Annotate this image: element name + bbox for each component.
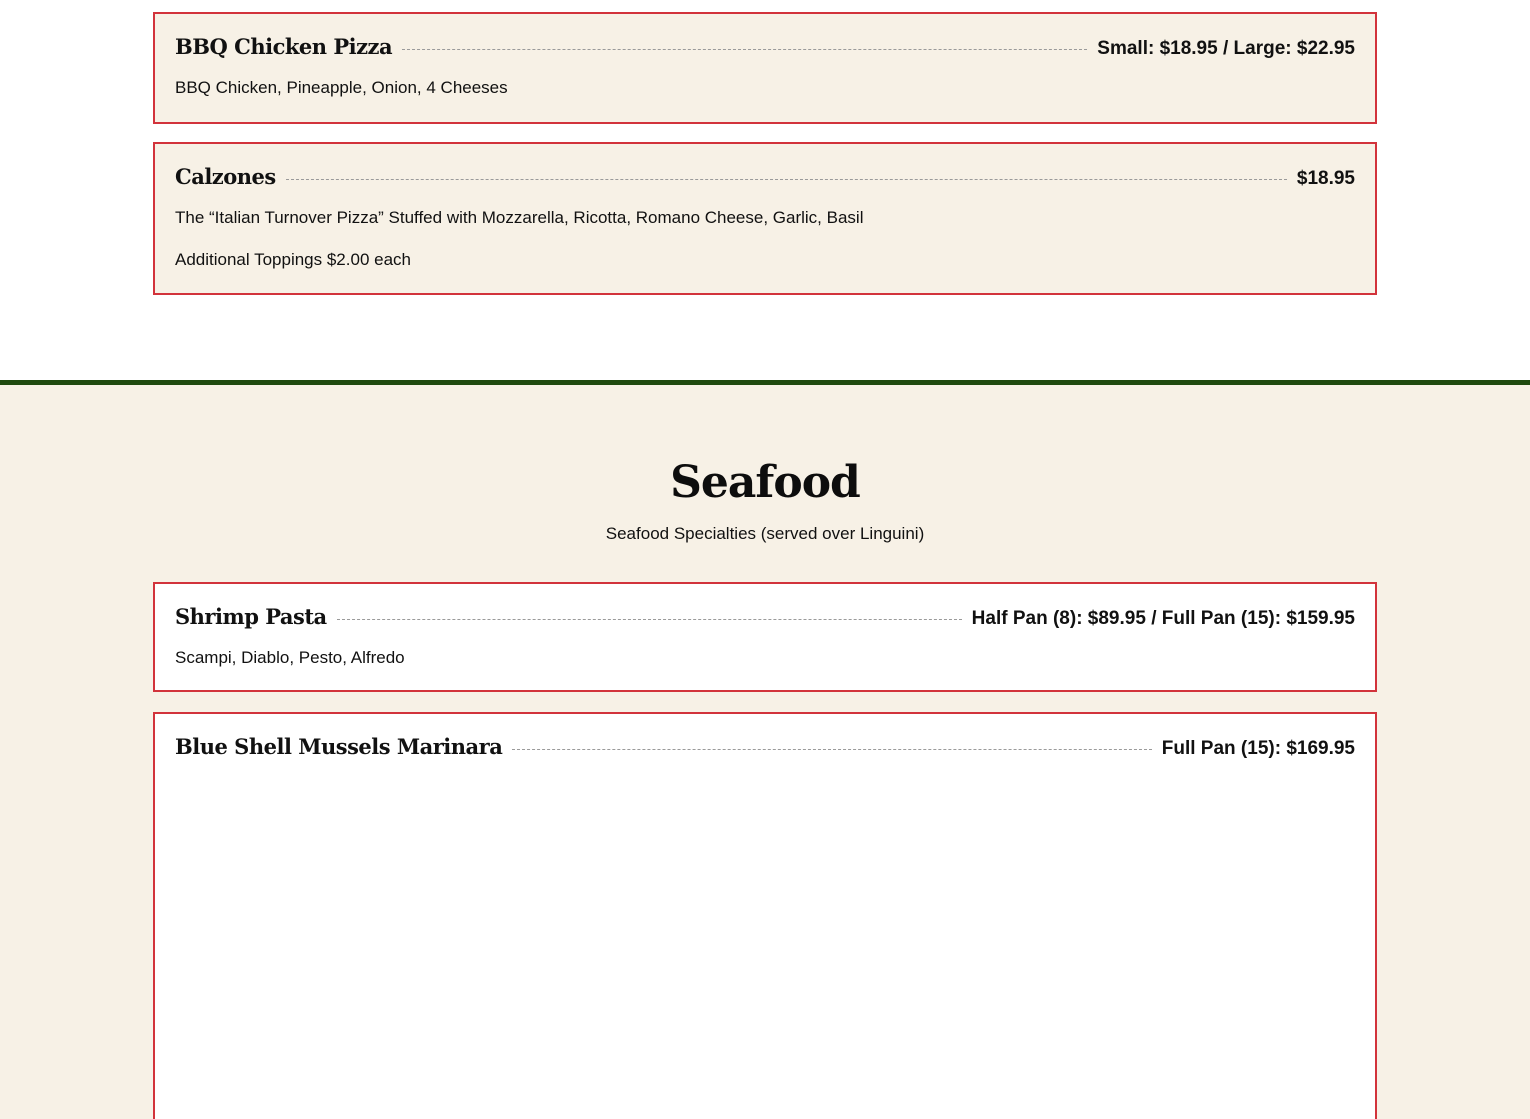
dotted-leader <box>337 619 962 620</box>
menu-item-header <box>175 34 1355 60</box>
menu-item-price: Half Pan (8): $89.95 / Full Pan (15): $159.95 <box>971 608 1355 629</box>
menu-item-name: Calzones <box>175 164 276 189</box>
menu-item-description: The “Italian Turnover Pizza” Stuffed with Mozzarella, Ricotta, Romano Cheese, Garlic, Basil <box>175 208 864 227</box>
menu-item-header <box>175 604 1355 630</box>
menu-item-price: $18.95 <box>1296 168 1355 189</box>
dotted-leader <box>402 49 1087 50</box>
menu-item-card-blue-shell-mussels <box>153 712 1377 1119</box>
menu-item-card-shrimp-pasta <box>153 582 1377 692</box>
menu-item-header <box>175 734 1355 760</box>
seafood-section <box>0 385 1530 1119</box>
menu-item-name: Shrimp Pasta <box>175 604 327 629</box>
dotted-leader <box>286 179 1287 180</box>
menu-item-price: Full Pan (15): $169.95 <box>1161 738 1355 759</box>
menu-item-description: Scampi, Diablo, Pesto, Alfredo <box>175 648 405 667</box>
section-title: Seafood <box>670 457 860 508</box>
menu-item-note: Additional Toppings $2.00 each <box>175 250 411 269</box>
section-subtitle: Seafood Specialties (served over Linguini) <box>605 524 925 543</box>
menu-item-card-bbq-chicken-pizza <box>153 12 1377 124</box>
menu-item-description: BBQ Chicken, Pineapple, Onion, 4 Cheeses <box>175 78 508 97</box>
menu-item-name: Blue Shell Mussels Marinara <box>175 734 503 759</box>
pizza-section <box>0 0 1530 380</box>
menu-item-card-calzones <box>153 142 1377 295</box>
dotted-leader <box>512 749 1151 750</box>
menu-item-price: Small: $18.95 / Large: $22.95 <box>1097 38 1355 59</box>
menu-item-name: BBQ Chicken Pizza <box>175 34 393 59</box>
menu-item-header <box>175 164 1355 190</box>
